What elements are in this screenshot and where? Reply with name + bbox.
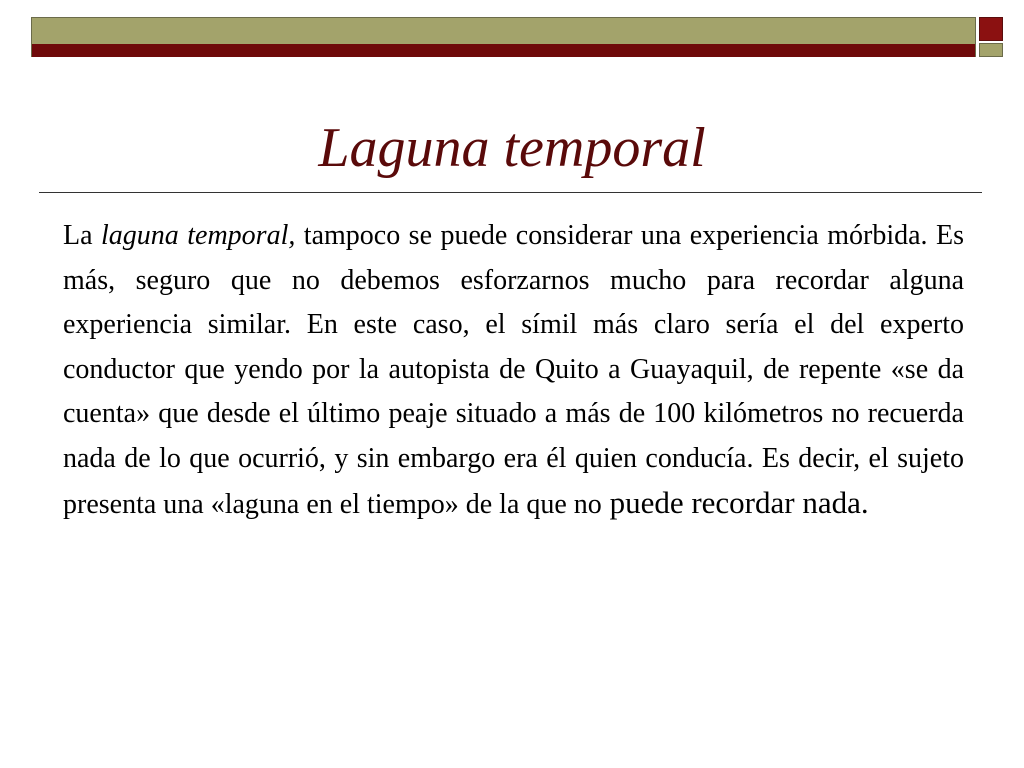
body-text-main: tampoco se puede considerar una experiencia mórbida. Es más, seguro que no debemos esforzarnos mucho para recordar alguna experiencia similar. En este caso, el símil más claro sería el del experto conductor que yendo por la autopista de Quito a Guayaquil, de repente «se da cuenta» que desde el último peaje situado a más de 100 kilómetros no recuerda nada de lo que ocurrió, y sin embargo era él quien conducía. Es decir, el sujeto presenta una «laguna en el tiempo» de la que no — [63, 220, 964, 520]
header-corner-square — [979, 17, 1003, 41]
header-olive-stripe — [32, 18, 975, 44]
body-text-lead: La — [63, 220, 101, 251]
header-maroon-stripe — [32, 44, 975, 57]
slide-title: Laguna temporal — [318, 117, 706, 179]
slide-body-text — [63, 214, 964, 528]
title-divider — [39, 192, 982, 193]
header-decoration-band — [31, 17, 976, 57]
header-corner-small-square — [979, 43, 1003, 57]
body-text-italic-term: laguna temporal, — [101, 220, 296, 251]
body-text-ending: puede recordar nada. — [601, 485, 869, 520]
